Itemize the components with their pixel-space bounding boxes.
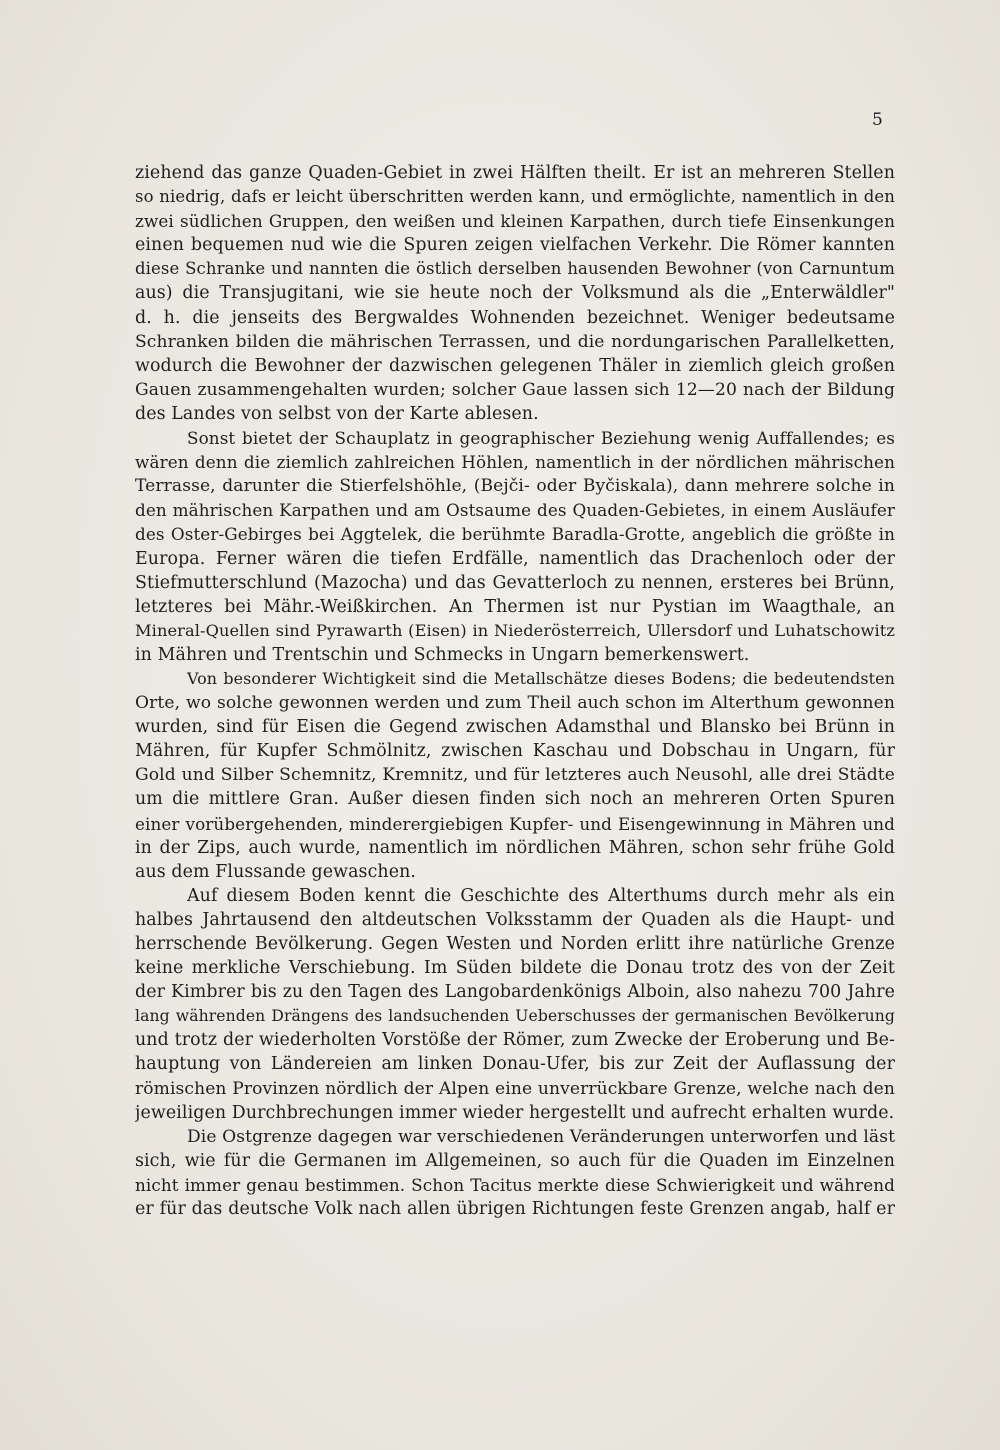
text-line: Gold und Silber Schemnitz, Kremnitz, und für letzteres auch Neusohl, alle drei Städte	[135, 765, 895, 786]
text-line: der Kimbrer bis zu den Tagen des Langobardenkönigs Alboin, also nahezu 700 Jahre	[135, 982, 895, 1003]
text-line: sich, wie für die Germanen im Allgemeinen, so auch für die Quaden im Einzelnen	[135, 1150, 895, 1171]
text-line: herrschende Bevölkerung. Gegen Westen und Norden erlitt ihre natürliche Grenze	[135, 934, 895, 954]
text-line: diese Schranke und nannten die östlich derselben hausenden Bewohner (von Carnuntum	[135, 259, 895, 279]
text-line: wären denn die ziemlich zahlreichen Höhlen, namentlich in der nördlichen mährischen	[135, 452, 895, 473]
text-line: einer vorübergehenden, minderergiebigen Kupfer- und Eisengewinnung in Mähren und	[135, 813, 895, 834]
text-line: Terrasse, darunter die Stierfelshöhle, (Bejči- oder Byčiskala), dann mehrere solche in	[135, 476, 895, 497]
text-line: in Mähren und Trentschin und Schmecks in Ungarn bemerkenswert.	[135, 644, 750, 665]
text-line: Orte, wo solche gewonnen werden und zum Theil auch schon im Alterthum gewonnen	[135, 693, 895, 714]
text-line: letzteres bei Mähr.-Weißkirchen. An Thermen ist nur Pystian im Waagthale, an	[135, 596, 895, 617]
text-line: Mineral-Quellen sind Pyrawarth (Eisen) in Niederösterreich, Ullersdorf und Luhatschowitz	[135, 620, 895, 640]
text-line: Stiefmutterschlund (Mazocha) und das Gevatterloch zu nennen, ersteres bei Brünn,	[135, 572, 895, 593]
text-line: ziehend das ganze Quaden-Gebiet in zwei Hälften theilt. Er ist an mehreren Stellen	[135, 163, 895, 183]
text-line: wodurch die Bewohner der dazwischen gelegenen Thäler in ziemlich gleich großen	[135, 355, 895, 376]
text-line: zwei südlichen Gruppen, den weißen und kleinen Karpathen, durch tiefe Einsenkungen	[135, 211, 895, 232]
text-line: einen bequemen nud wie die Spuren zeigen vielfachen Verkehr. Die Römer kannten	[135, 235, 895, 256]
text-line: Europa. Ferner wären die tiefen Erdfälle, namentlich das Drachenloch oder der	[135, 548, 895, 569]
page-number: 5	[872, 110, 883, 130]
text-line: lang währenden Drängens des landsuchenden Ueberschusses der germanischen Bevölkerung	[135, 1007, 895, 1026]
text-line: den mährischen Karpathen und am Ostsaume des Quaden-Gebietes, in einem Ausläufer	[135, 500, 895, 521]
text-line: Mähren, für Kupfer Schmölnitz, zwischen Kaschau und Dobschau in Ungarn, für	[135, 741, 895, 762]
text-line: römischen Provinzen nördlich der Alpen eine unverrückbare Grenze, welche nach den	[135, 1078, 895, 1099]
text-line: hauptung von Ländereien am linken Donau-Ufer, bis zur Zeit der Auflassung der	[135, 1054, 895, 1075]
text-line: jeweiligen Durchbrechungen immer wieder hergestellt und aufrecht erhalten wurde.	[135, 1102, 895, 1123]
text-line: des Oster-Gebirges bei Aggtelek, die berühmte Baradla-Grotte, angeblich die größte in	[135, 524, 895, 545]
text-line: Schranken bilden die mährischen Terrassen, und die nordungarischen Parallelketten,	[135, 331, 895, 352]
text-line: in der Zips, auch wurde, namentlich im nördlichen Mähren, schon sehr frühe Gold	[135, 837, 895, 858]
text-line: Sonst bietet der Schauplatz in geographischer Beziehung wenig Auffallendes; es	[187, 428, 895, 449]
text-line: Die Ostgrenze dagegen war verschiedenen Veränderungen unterworfen und läst	[187, 1126, 895, 1147]
text-line: er für das deutsche Volk nach allen übrigen Richtungen feste Grenzen angab, half er	[135, 1199, 895, 1220]
text-line: aus) die Transjugitani, wie sie heute noch der Volksmund als die „Enterwäldler"	[135, 283, 895, 304]
text-line: um die mittlere Gran. Außer diesen finden sich noch an mehreren Orten Spuren	[135, 789, 895, 810]
text-line: nicht immer genau bestimmen. Schon Tacitus merkte diese Schwierigkeit und während	[135, 1174, 895, 1195]
text-line: wurden, sind für Eisen die Gegend zwischen Adamsthal und Blansko bei Brünn in	[135, 717, 895, 738]
text-line: des Landes von selbst von der Karte ablesen.	[135, 403, 539, 424]
text-line: Auf diesem Boden kennt die Geschichte des Alterthums durch mehr als ein	[187, 885, 895, 906]
text-line: und trotz der wiederholten Vorstöße der Römer, zum Zwecke der Eroberung und Be-	[135, 1030, 895, 1051]
text-line: Gauen zusammengehalten wurden; solcher Gaue lassen sich 12—20 nach der Bildung	[135, 379, 895, 400]
text-line: d. h. die jenseits des Bergwaldes Wohnenden bezeichnet. Weniger bedeutsame	[135, 307, 895, 328]
text-line: aus dem Flussande gewaschen.	[135, 861, 417, 882]
text-line: so niedrig, dafs er leicht überschritten werden kann, und ermöglichte, namentlich in den	[135, 187, 895, 207]
text-line: Von besonderer Wichtigkeit sind die Metallschätze dieses Bodens; die bedeutendsten	[187, 668, 895, 688]
text-line: keine merkliche Verschiebung. Im Süden bildete die Donau trotz des von der Zeit	[135, 958, 895, 979]
body-text	[135, 161, 895, 1221]
text-line: halbes Jahrtausend den altdeutschen Volksstamm der Quaden als die Haupt- und	[135, 909, 895, 930]
